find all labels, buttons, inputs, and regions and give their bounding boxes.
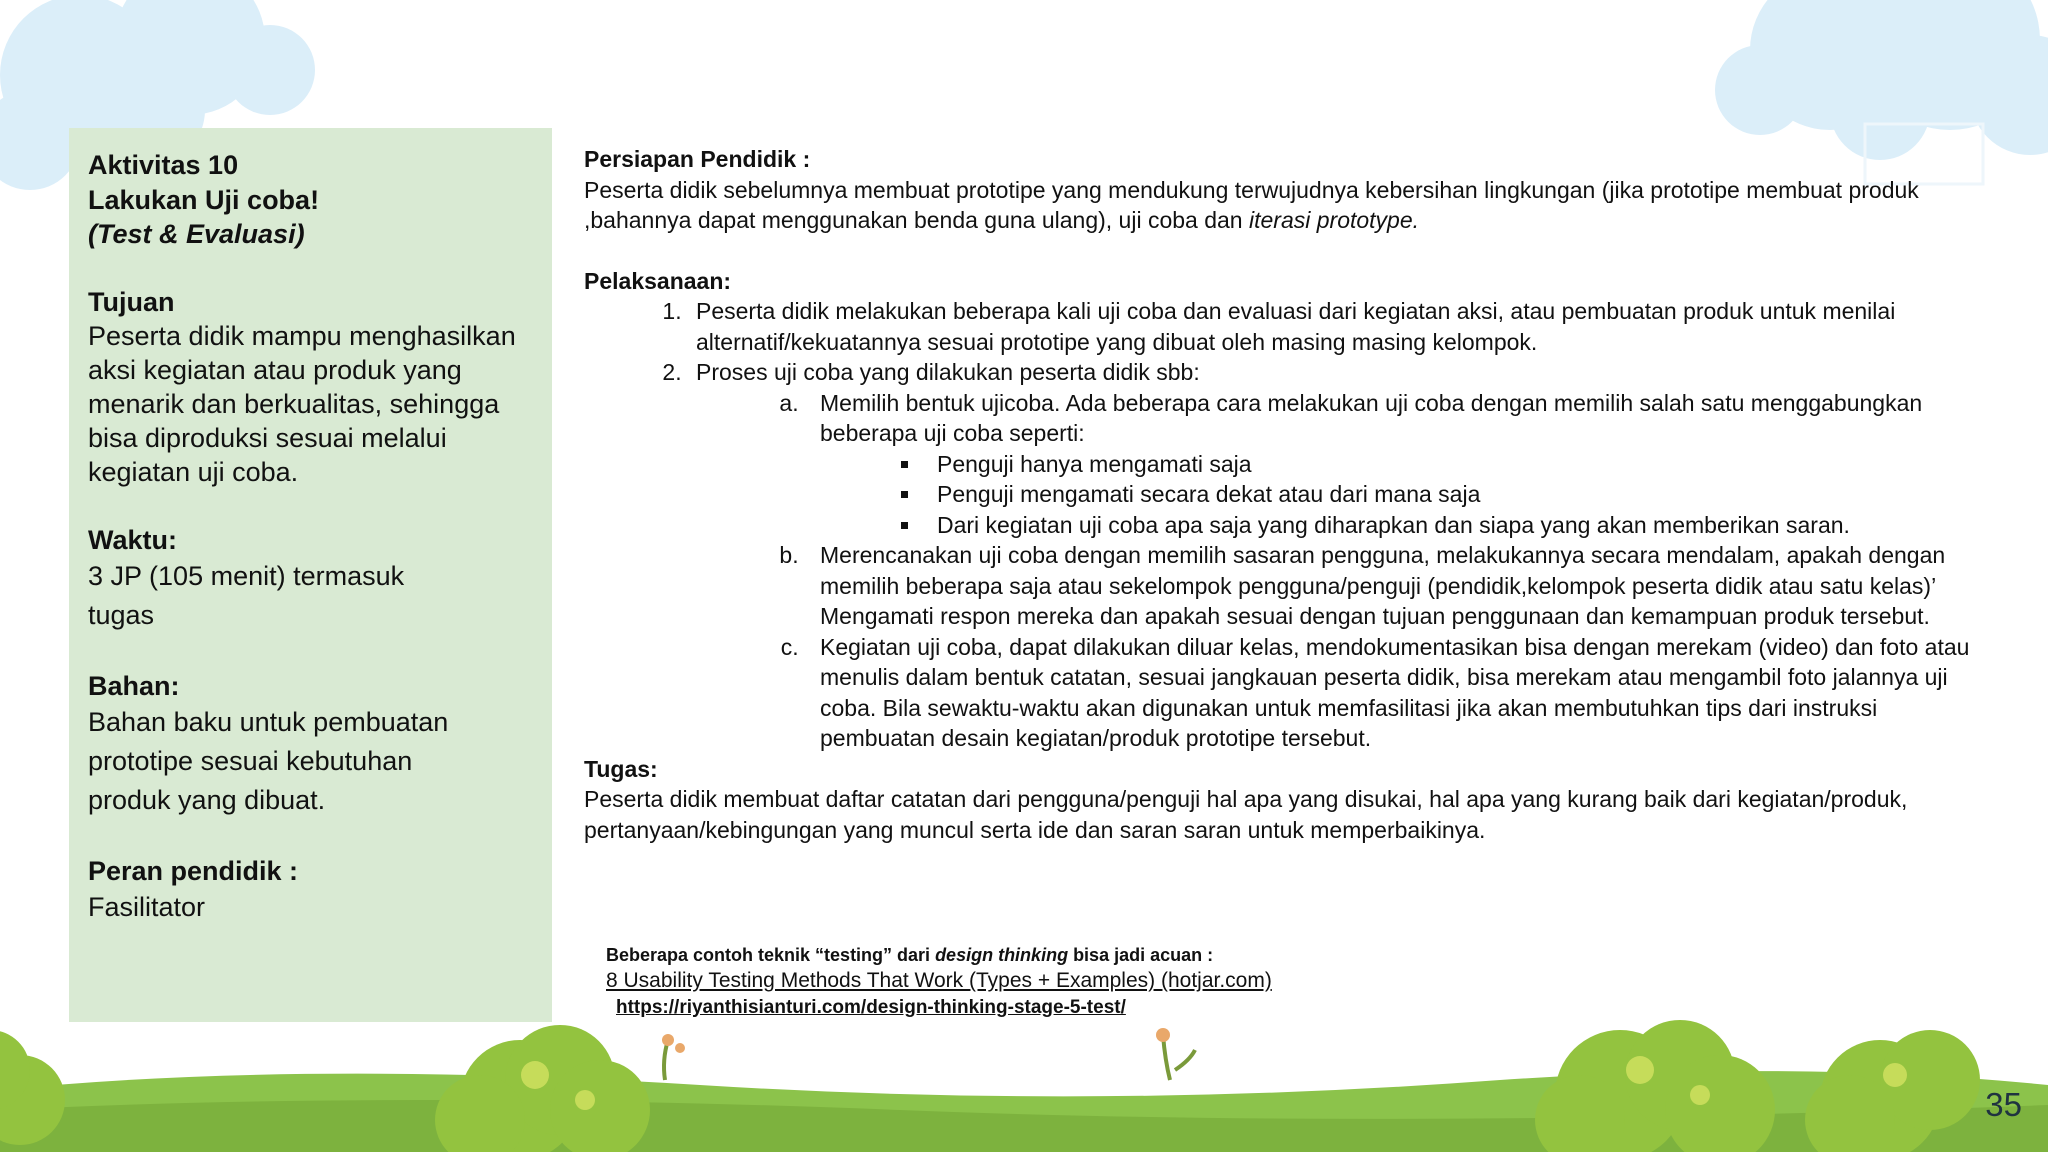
bush-left: [0, 1030, 65, 1145]
step-2-substeps: [696, 388, 1984, 754]
hotjar-link[interactable]: 8 Usability Testing Methods That Work (Types + Examples) (hotjar.com): [606, 969, 1272, 992]
bullet-item: ▪ Penguji mengamati secara dekat atau dari mana saja: [922, 479, 1984, 510]
waktu-text: 3 JP (105 menit) termasuk tugas: [88, 561, 405, 630]
tugas-heading: Tugas:: [584, 755, 658, 782]
persiapan-italic: iterasi prototype.: [1249, 207, 1420, 233]
activity-info-panel: [69, 128, 552, 1022]
flower-center: [1156, 1028, 1195, 1080]
bullet-item: ▪ Dari kegiatan uji coba apa saja yang diharapkan dan siapa yang akan memberikan saran.: [922, 510, 1984, 541]
activity-details: [584, 144, 1984, 845]
bullet-item: ▪ Penguji hanya mengamati saja: [922, 449, 1984, 480]
bush-center-left: [435, 1025, 650, 1152]
references-intro: Beberapa contoh teknik “testing” dari design thinking bisa jadi acuan :: [606, 945, 1214, 965]
references: [606, 942, 1506, 1021]
waktu-heading: Waktu:: [88, 525, 177, 555]
flower-left: [662, 1034, 685, 1080]
step-2: 2. Proses uji coba yang dilakukan peserta didik sbb: a. Memilih bentuk ujicoba. Ada beberapa cara melakukan uji coba dengan memilih salah satu menggabungkan beberapa uji coba seperti: ▪ Penguji hanya mengamati saja ▪ Penguji mengamati secara dekat atau dari mana saja ▪ Dari kegiatan uji coba apa saja yang diharapkan dan siapa yang akan memberikan saran. b. Merencanakan uji coba dengan memilih sasaran pengguna, melakukannya secara mendalam, apakah dengan memilih beberapa saja atau sekelompok pengguna/penguji (pendidik,kelompok peserta didik atau satu kelas)’ Mengamati respon mereka dan apakah sesuai dengan tujuan penggunaan dan kemampuan produk tersebut. c. Kegiatan uji coba, dapat dilakukan diluar kelas, mendokumentasikan bisa dengan merekam (video) dan foto atau menulis dalam bentuk catatan, sesuai jangkauan peserta didik, bisa merekam atau mengambil foto jalannya uji coba. Bila sewaktu-waktu akan digunakan untuk memfasilitasi jika akan membutuhkan tips dari instruksi pembuatan desain kegiatan/produk prototipe tersebut.: [688, 357, 1984, 754]
tujuan-heading: Tujuan: [88, 287, 175, 317]
activity-title: Lakukan Uji coba!: [88, 185, 320, 215]
pelaksanaan-heading: Pelaksanaan:: [584, 267, 732, 294]
riyanthi-link[interactable]: https://riyanthisianturi.com/design-thinking-stage-5-test/: [616, 997, 1126, 1018]
bahan-heading: Bahan:: [88, 671, 180, 701]
persiapan-heading: Persiapan Pendidik :: [584, 146, 811, 172]
pelaksanaan-steps: [584, 296, 1984, 754]
substep-b: b. Merencanakan uji coba dengan memilih sasaran pengguna, melakukannya secara mendalam, apakah dengan memilih beberapa saja atau sekelompok pengguna/penguji (pendidik,kelompok peserta didik atau satu kelas)’ Mengamati respon mereka dan apakah sesuai dengan tujuan penggunaan dan kemampuan produk tersebut.: [805, 540, 1984, 632]
bush-right: [1535, 1020, 1775, 1152]
step-1: 1. Peserta didik melakukan beberapa kali uji coba dan evaluasi dari kegiatan aksi, atau pembuatan produk untuk menilai alternatif/kekuatannya sesuai prototipe yang dibuat oleh masing masing kelompok.: [688, 296, 1984, 357]
cloud-top-right: [1715, 0, 2048, 160]
substep-c: c. Kegiatan uji coba, dapat dilakukan diluar kelas, mendokumentasikan bisa dengan merekam (video) dan foto atau menulis dalam bentuk catatan, sesuai jangkauan peserta didik, bisa merekam atau mengambil foto jalannya uji coba. Bila sewaktu-waktu akan digunakan untuk memfasilitasi jika akan membutuhkan tips dari instruksi pembuatan desain kegiatan/produk prototipe tersebut.: [805, 632, 1984, 754]
substep-a: a. Memilih bentuk ujicoba. Ada beberapa cara melakukan uji coba dengan memilih salah satu menggabungkan beberapa uji coba seperti: ▪ Penguji hanya mengamati saja ▪ Penguji mengamati secara dekat atau dari mana saja ▪ Dari kegiatan uji coba apa saja yang diharapkan dan siapa yang akan memberikan saran.: [805, 388, 1984, 541]
activity-number: Aktivitas 10: [88, 150, 239, 180]
page-number: 35: [1985, 1086, 2022, 1123]
peran-heading: Peran pendidik :: [88, 856, 299, 886]
tujuan-text: Peserta didik mampu menghasilkan aksi kegiatan atau produk yang menarik dan berkualitas, sehingga bisa diproduksi sesuai melalui kegiatan uji coba.: [88, 321, 516, 487]
peran-text: Fasilitator: [88, 892, 206, 922]
tugas-text: Peserta didik membuat daftar catatan dari pengguna/penguji hal apa yang disukai, hal apa yang kurang baik dari kegiatan/produk, pertanyaan/kebingungan yang muncul serta ide dan saran saran untuk memperbaikinya.: [584, 786, 1908, 843]
test-type-bullets: [820, 449, 1984, 541]
activity-subtitle: (Test & Evaluasi): [88, 219, 305, 249]
bahan-text: Bahan baku untuk pembuatan prototipe sesuai kebutuhan produk yang dibuat.: [88, 707, 449, 815]
persiapan-text: Peserta didik sebelumnya membuat prototipe yang mendukung terwujudnya kebersihan lingkungan (jika prototipe membuat produk ,bahannya dapat menggunakan benda guna ulang), uji coba dan iterasi prototype.: [584, 176, 1919, 233]
